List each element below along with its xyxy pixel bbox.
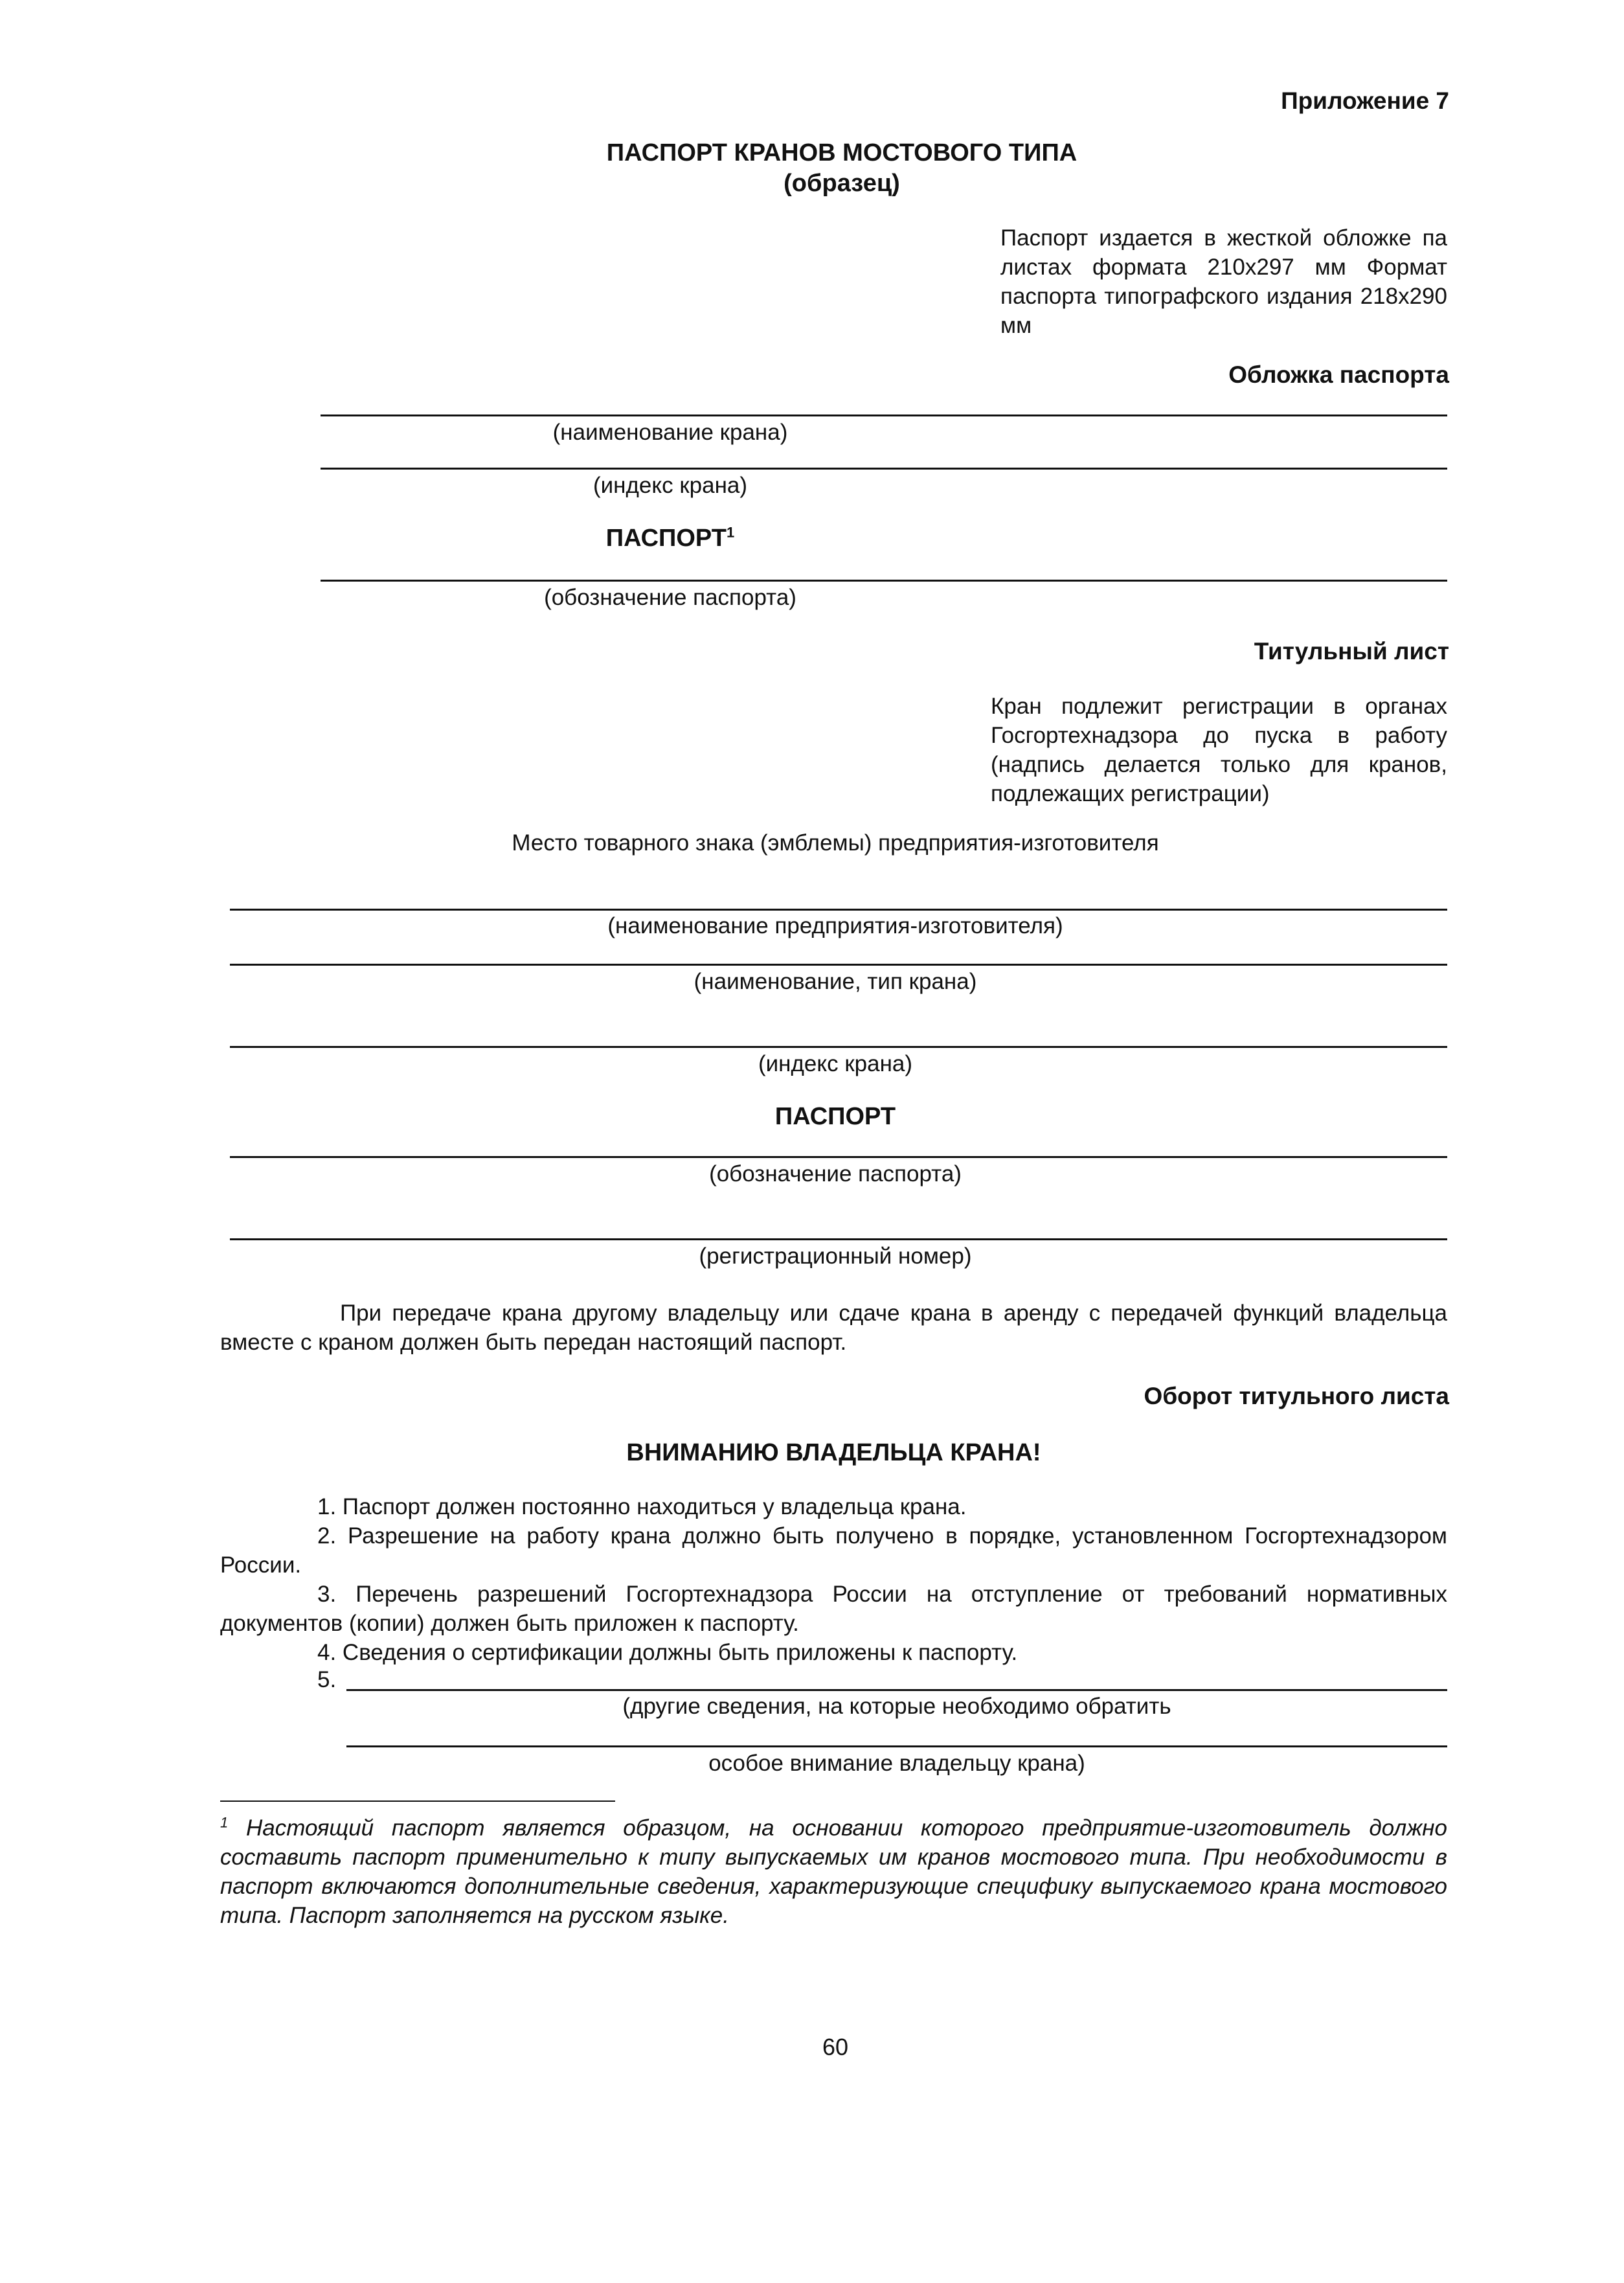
cover-heading: Обложка паспорта bbox=[1228, 361, 1449, 388]
cover-crane-name-caption: (наименование крана) bbox=[552, 420, 788, 445]
title-designation-line bbox=[230, 1156, 1447, 1158]
appendix-label: Приложение 7 bbox=[1281, 87, 1449, 114]
name-type-caption: (наименование, тип крана) bbox=[694, 969, 977, 994]
reverse-heading: Оборот титульного листа bbox=[1144, 1383, 1449, 1409]
cover-crane-index-caption: (индекс крана) bbox=[592, 473, 748, 498]
manufacturer-line bbox=[230, 909, 1447, 911]
title-passport-word: ПАСПОРТ bbox=[774, 1103, 896, 1130]
document-subtitle: (образец) bbox=[784, 170, 900, 197]
cover-crane-name-line bbox=[321, 415, 1447, 416]
transfer-note: При передаче крана другому владельцу или сдаче крана в аренду с передачей функций владельца вместе с краном должен быть передан настоящий паспорт. bbox=[220, 1301, 1447, 1355]
footnote-ref: 1 bbox=[726, 524, 735, 541]
footnote-separator bbox=[220, 1800, 615, 1802]
cover-designation-caption: (обозначение паспорта) bbox=[544, 585, 796, 610]
cover-passport-word: ПАСПОРТ$^1$ bbox=[605, 524, 735, 552]
title-index-caption: (индекс крана) bbox=[758, 1051, 913, 1076]
item-5-line bbox=[346, 1689, 1447, 1691]
list-item: 3. Перечень разрешений Госгортехнадзора России на отступление от требований нормативных документов (копии) должен быть приложен к паспорту. bbox=[220, 1582, 1447, 1636]
list-item: 4. Сведения о сертификации должны быть приложены к паспорту. bbox=[317, 1640, 1018, 1665]
cover-designation-line bbox=[321, 580, 1447, 582]
cover-crane-index-line bbox=[321, 468, 1447, 470]
other-caption-2: особое внимание владельцу крана) bbox=[708, 1751, 1085, 1776]
other-caption-1: (другие сведения, на которые необходимо обратить bbox=[622, 1694, 1171, 1719]
trademark-place: Место товарного знака (эмблемы) предприятия-изготовителя bbox=[512, 830, 1159, 856]
title-index-line bbox=[230, 1046, 1447, 1048]
item-5-number: 5. bbox=[317, 1667, 337, 1692]
footnote-text: Настоящий паспорт является образцом, на основании которого предприятие-изготовитель должно составить паспорт применительно к типу выпускаемых им кранов мостового типа. При необходимости в паспорт включаются дополнительные сведения, характеризующие специфику выпускаемого крана мостового типа. Паспорт заполняется на русском языке. bbox=[220, 1815, 1447, 1928]
cover-note: Паспорт издается в жесткой обложке па листах формата 210х297 мм Формат паспорта типографского издания 218х290 мм bbox=[1000, 225, 1447, 338]
document-title: ПАСПОРТ КРАНОВ МОСТОВОГО ТИПА bbox=[606, 139, 1077, 166]
manufacturer-caption: (наименование предприятия-изготовителя) bbox=[607, 913, 1063, 938]
reg-number-caption: (регистрационный номер) bbox=[699, 1244, 972, 1269]
reg-number-line bbox=[230, 1238, 1447, 1240]
title-designation-caption: (обозначение паспорта) bbox=[709, 1161, 962, 1187]
attention-heading: ВНИМАНИЮ ВЛАДЕЛЬЦА КРАНА! bbox=[626, 1439, 1041, 1466]
list-item: 2. Разрешение на работу крана должно быть получено в порядке, установленном Госгортехнадзором России. bbox=[220, 1523, 1447, 1578]
page-number: 60 bbox=[822, 2034, 849, 2060]
list-item: 1. Паспорт должен постоянно находиться у владельца крана. bbox=[317, 1494, 967, 1519]
other-info-line bbox=[346, 1745, 1447, 1747]
name-type-line bbox=[230, 964, 1447, 966]
registration-note: Кран подлежит регистрации в органах Госгортехнадзора до пуска в работу (надпись делается только для кранов, подлежащих регистрации) bbox=[991, 694, 1447, 806]
title-page-heading: Титульный лист bbox=[1254, 638, 1449, 664]
footnote-mark: 1 bbox=[220, 1814, 229, 1831]
footnote bbox=[220, 1813, 1447, 1930]
